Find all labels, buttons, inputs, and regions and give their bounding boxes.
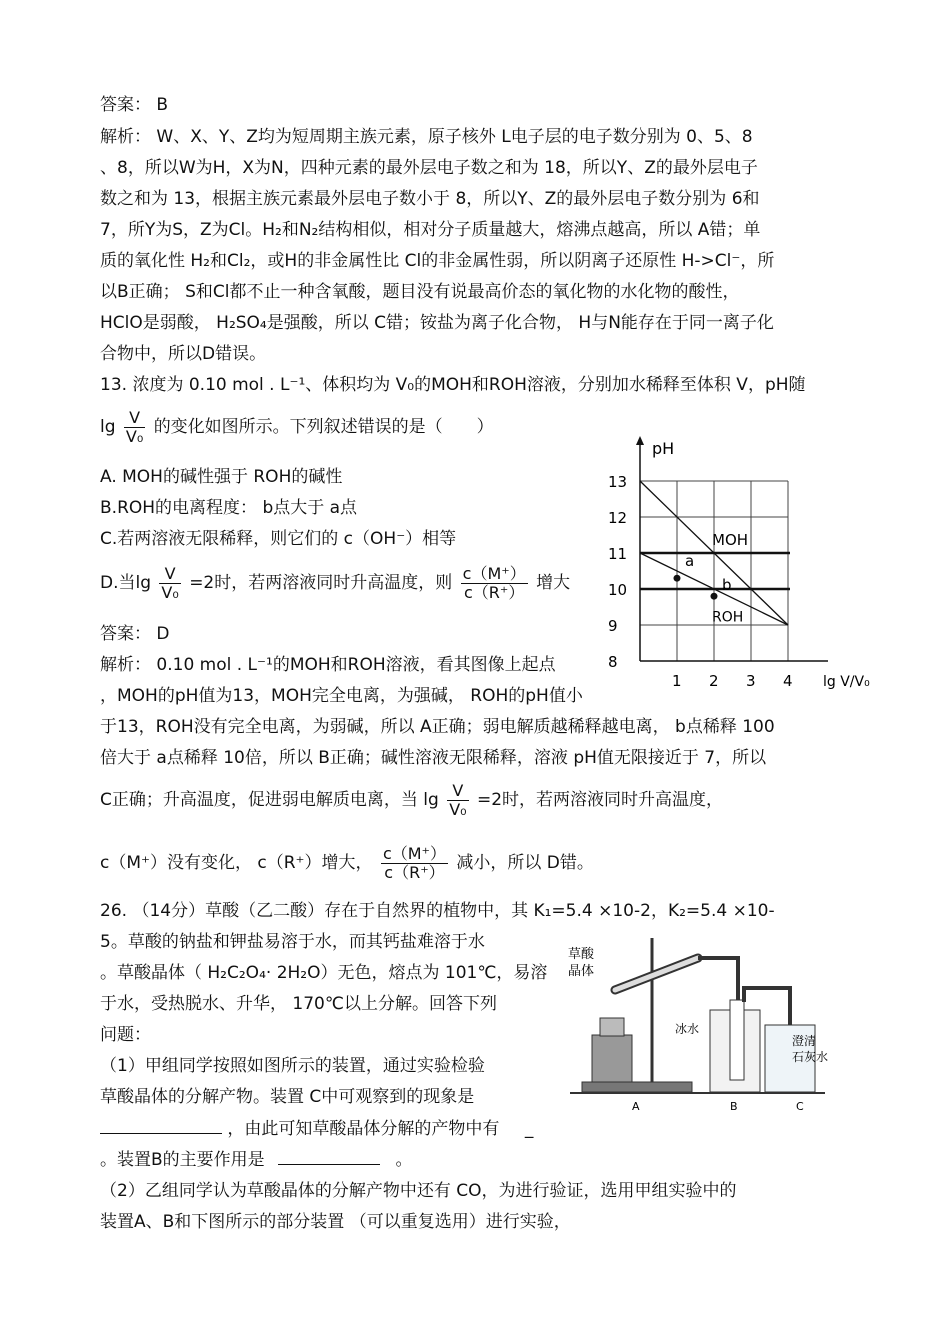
x-axis-label: lg V/V₀ [823,674,870,690]
label-a: A [632,1100,640,1113]
q26-line8: ，由此可知草酸晶体分解的产物中有 _ [100,1117,533,1140]
v-over-v0-fraction: $\frac{V}{\text{V₀}}$ [125,407,144,446]
y-tick-label: 9 [608,617,618,635]
y-tick-label: 13 [608,473,628,491]
q13-option-d: D.当lg $\frac{V}{\text{V₀}}$ =2时，若两溶液同时升高温度，则 $\frac{c(M^+)}{c(R^+)}$ 增大 [100,563,571,602]
q13-stem: 13. 浓度为 0.10 mol . L⁻¹、体积均为 V₀的MOH和ROH溶液，分别加水稀释至体积 V，pH随 [100,375,806,395]
q13-option-a: A. MOH的碱性强于 ROH的碱性 [100,467,343,487]
q12-analysis-line: 、8，所以W为H，X为N，四种元素的最外层电子数之和为 18，所以Y、Z的最外层电子 [100,158,758,178]
q13-stem-tail: 的变化如图所示。下列叙述错误的是（ ） [153,417,494,437]
q26-line: 装置A、B和下图所示的部分装置 （可以重复选用）进行实验， [100,1212,571,1232]
point-label-a: a [685,552,695,571]
q13-analysis-line: 于13，ROH没有完全电离，为弱碱，所以 A正确；弱电解质越稀释越电离， b点稀释 100 [100,717,775,737]
curve-label-moh: MOH [712,531,749,549]
x-tick-label: 2 [709,672,719,690]
limewater-label: 石灰水 [792,1050,829,1064]
q13-analysis-line6: c（M⁺）没有变化， c（R⁺）增大， $\frac{c(M^+)}{c(R^+)}$ 减小，所以 D错。 [100,843,594,882]
y-tick-label: 8 [608,653,618,671]
label-b: B [730,1100,738,1113]
q13-analysis-line: 倍大于 a点稀释 10倍，所以 B正确；碱性溶液无限稀释，溶液 pH值无限接近于 7，所以 [100,748,767,768]
q13-stem-line2 [100,407,494,447]
q13-answer: 答案： D [100,624,170,644]
x-tick-label: 1 [672,672,682,690]
test-tube-inner [615,958,698,990]
q13-analysis-line: 解析： 0.10 mol . L⁻¹的MOH和ROH溶液，看其图像上起点 [100,655,556,675]
data-point-a [674,575,681,582]
q13-analysis-line: ，MOH的pH值为13，MOH完全电离，为强碱， ROH的pH值小 [100,686,583,706]
v-over-v0-fraction: $\frac{V}{\text{V₀}}$ [161,563,179,602]
q12-answer: 答案： B [100,95,169,115]
ice-water-label: 冰水 [675,1022,700,1036]
q13-option-b: B.ROH的电离程度： b点大于 a点 [100,498,358,518]
q26-line: 26. （14分）草酸（乙二酸）存在于自然界的植物中，其 K₁=5.4 ×10-2，K₂=5.4 ×10- [100,901,775,921]
cm-over-cr-fraction: $\frac{c(M^+)}{c(R^+)}$ [382,843,446,882]
q26-line: （2）乙组同学认为草酸晶体的分解产物中还有 CO，为进行验证，选用甲组实验中的 [100,1181,737,1201]
q26-line: （1）甲组同学按照如图所示的装置，通过实验检验 [100,1056,485,1076]
q26-line: 。草酸晶体（ H₂C₂O₄· 2H₂O）无色，熔点为 101℃，易溶 [100,963,548,983]
crystal-label: 晶体 [568,964,595,979]
y-tick-label: 10 [608,581,628,599]
answer-blank[interactable] [278,1148,380,1165]
q12-analysis-line: 质的氧化性 H₂和Cl₂，或H的非金属性比 Cl的非金属性弱，所以阴离子还原性 H->Cl⁻，所 [100,251,775,271]
cm-over-cr-fraction: $\frac{c(M^+)}{c(R^+)}$ [462,563,526,602]
q12-analysis-line: HClO是弱酸， H₂SO₄是强酸，所以 C错；铵盐为离子化合物， H与N能存在于同一离子化 [100,313,774,333]
curve-label-roh: ROH [712,609,744,626]
q26-line9: 。装置B的主要作用是 。 [100,1150,413,1170]
y-axis-label: pH [652,439,675,458]
q26-line: 草酸晶体的分解产物。装置 C中可观察到的现象是 [100,1087,475,1107]
lg-label: lg [100,417,116,437]
q12-analysis-line: 7，所Y为S，Z为Cl。H₂和N₂结构相似，相对分子质量越大，熔沸点越高，所以 A错；单 [100,220,761,240]
q12-analysis-line: 以B正确； S和Cl都不止一种含氧酸，题目没有说最高价态的氧化物的水化物的酸性， [100,282,740,302]
answer-blank[interactable] [100,1117,222,1134]
v-over-v0-fraction: $\frac{V}{\text{V₀}}$ [449,780,467,819]
y-tick-label: 12 [608,509,628,527]
y-axis-arrow [636,436,644,445]
ph-dilution-chart [600,430,875,715]
q26-line: 5。草酸的钠盐和钾盐易溶于水，而其钙盐难溶于水 [100,932,485,952]
label-c: C [796,1100,804,1113]
limewater-label: 澄清 [792,1034,817,1048]
u-tube [730,1000,744,1080]
apparatus-diagram [560,930,835,1115]
burner-top [600,1018,624,1036]
y-tick-label: 11 [608,545,628,563]
q26-line: 问题： [100,1025,151,1045]
data-point-b [711,593,718,600]
crystal-label: 草酸 [568,947,595,962]
q13-analysis-line5: C正确；升高温度，促进弱电解质电离，当 lg $\frac{V}{\text{V₀}}$ =2时，若两溶液同时升高温度， [100,780,724,819]
q12-analysis-line: 合物中，所以D错误。 [100,344,267,364]
q12-analysis-line: 数之和为 13，根据主族元素最外层电子数小于 8，所以Y、Z的最外层电子数分别为 6和 [100,189,760,209]
q12-analysis-line: 解析： W、X、Y、Z均为短周期主族元素，原子核外 L电子层的电子数分别为 0、5、8 [100,127,753,147]
x-tick-label: 3 [746,672,756,690]
stand-base [582,1082,692,1092]
q13-option-c: C.若两溶液无限稀释，则它们的 c（OH⁻）相等 [100,529,457,549]
q26-line: 于水，受热脱水、升华， 170℃以上分解。回答下列 [100,994,497,1014]
point-label-b: b [722,576,732,595]
x-tick-label: 4 [783,672,793,690]
